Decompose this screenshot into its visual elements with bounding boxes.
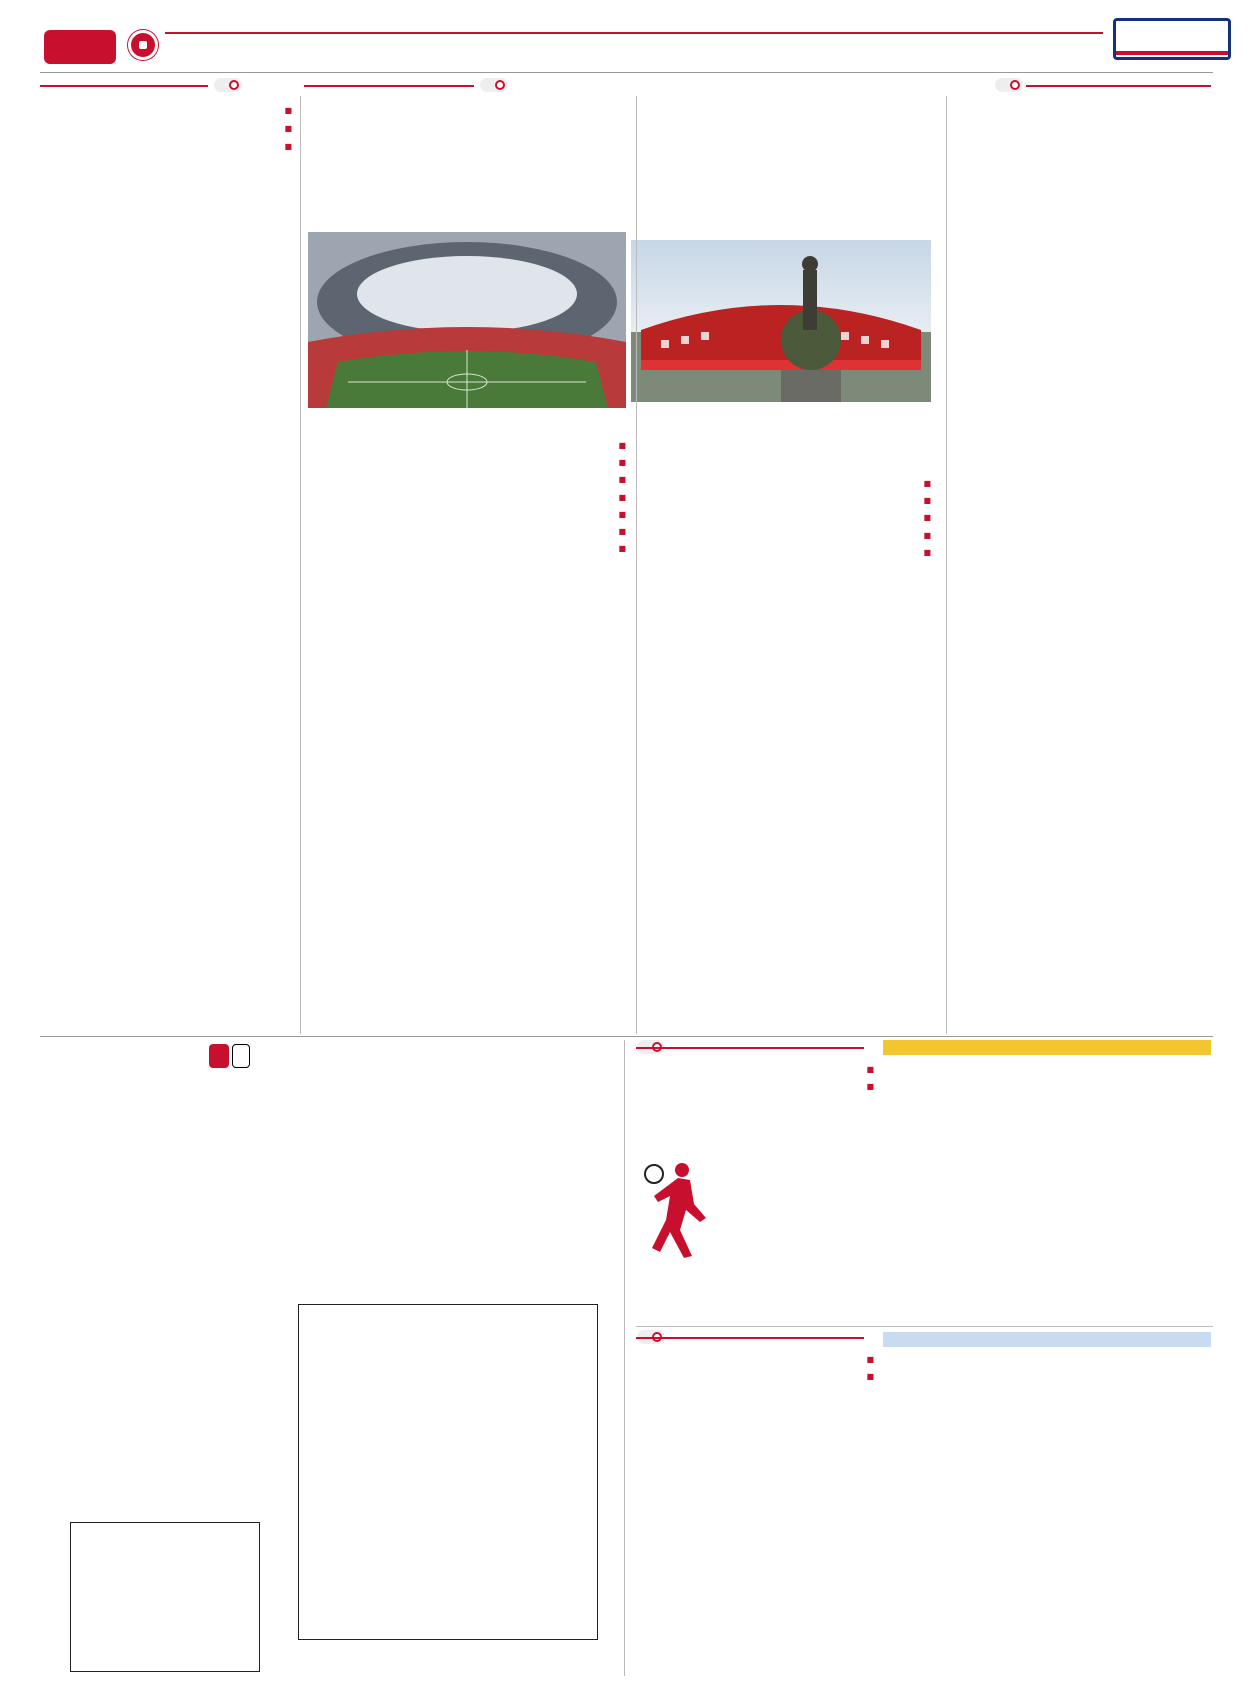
stadium-heading (631, 529, 931, 543)
news-heading (40, 121, 292, 136)
stadium-heading (308, 439, 626, 453)
crossword (40, 1040, 620, 1676)
spartak-stadium-photo (631, 240, 931, 402)
stadium-heading (631, 511, 931, 525)
worldcup-kicker-bar (883, 1040, 1211, 1055)
page-number-box (44, 30, 116, 64)
crossword-grid-numbers-top (298, 1290, 598, 1304)
stadium-heading (308, 508, 626, 522)
sub-heading (636, 1370, 874, 1384)
tag-negah (480, 78, 508, 92)
luzhniki-caption (308, 410, 626, 434)
clues-horizontal (320, 1070, 620, 1290)
news-heading (40, 103, 292, 118)
divider (300, 96, 301, 1034)
stadium-heading (308, 491, 626, 505)
left-red-line (165, 32, 545, 34)
divider (946, 96, 947, 1034)
news-heading (40, 139, 292, 154)
crossword-grid-numbers-side (600, 1304, 616, 1640)
stadium-heading (631, 494, 931, 508)
seeds-title (636, 1063, 874, 1077)
masthead (0, 0, 1253, 74)
tag-line (636, 1337, 864, 1339)
sub-heading (636, 1353, 874, 1367)
tag-kootah-line (40, 85, 208, 87)
afc-article (941, 100, 1211, 1030)
worldcup-schedule (636, 1262, 874, 1322)
tag-line (636, 1047, 864, 1049)
tag-icon (1010, 80, 1020, 90)
logo-stripe (1116, 51, 1228, 55)
crossword-title (232, 1044, 250, 1068)
bottom-divider (40, 1036, 1213, 1037)
divider (636, 1326, 1213, 1327)
tag-negah-line (304, 85, 474, 87)
stadiums-continued (308, 436, 626, 1034)
stadium-illustration (631, 240, 931, 402)
tag-harf-line (1026, 85, 1211, 87)
stadium-heading (631, 546, 931, 560)
crossword-title-box (40, 1044, 250, 1068)
tag-kootah (214, 78, 242, 92)
arena-illustration (308, 232, 626, 408)
fifa-intro (631, 116, 931, 224)
world-news (40, 100, 292, 1030)
feature-body (631, 474, 931, 1034)
tag-harf (995, 78, 1023, 92)
stadium-heading (308, 473, 626, 487)
top-red-line (463, 32, 1103, 34)
stadium-heading (308, 456, 626, 470)
league-kicker-bar (883, 1332, 1211, 1347)
ball-icon (128, 30, 158, 60)
groups-title (636, 1080, 874, 1094)
worldcup-text (883, 1082, 1211, 1262)
fifa-continued (308, 100, 626, 230)
crossword-grid[interactable] (298, 1304, 598, 1640)
stadium-heading (308, 525, 626, 539)
clues-vertical (40, 1074, 270, 1504)
masthead-rule (40, 72, 1213, 73)
crossword-number (209, 1044, 229, 1068)
player-silhouette-icon (640, 1160, 710, 1260)
divider (636, 96, 637, 1034)
league-text (883, 1372, 1211, 1672)
stadium-heading (308, 542, 626, 556)
luzhniki-photo (308, 232, 626, 408)
logo (1113, 18, 1231, 60)
stadium-heading (631, 477, 931, 491)
tag-icon (229, 80, 239, 90)
league-sub (636, 1350, 874, 1672)
tag-icon (495, 80, 505, 90)
answer-grid (70, 1522, 260, 1672)
divider (624, 1040, 625, 1676)
